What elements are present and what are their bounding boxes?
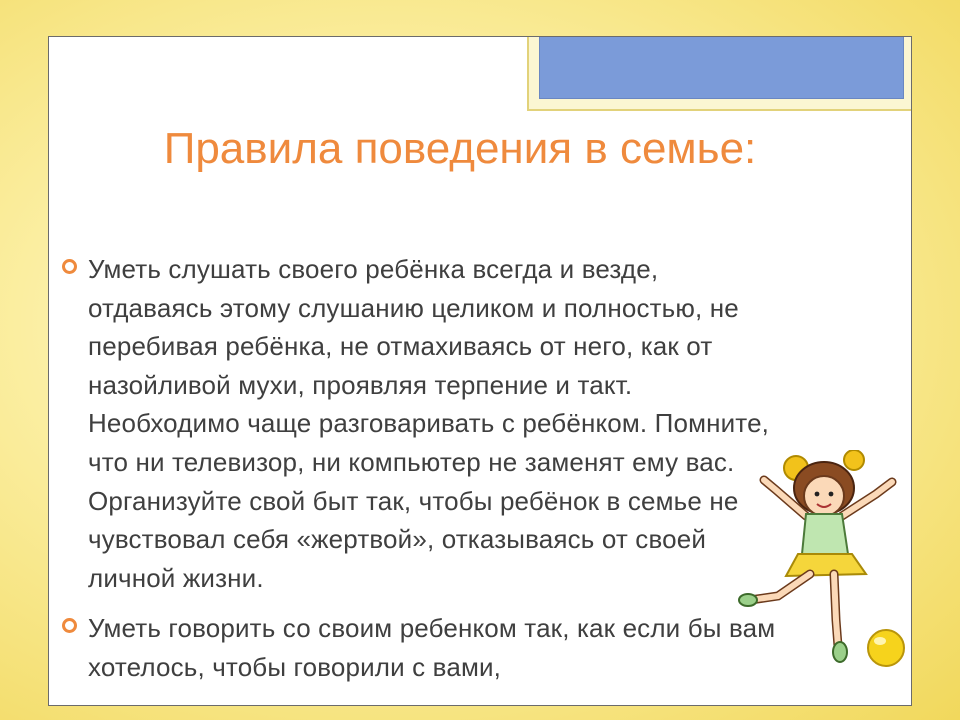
slide-title: Правила поведения в семье:	[163, 124, 757, 173]
girl-with-ball-icon	[736, 450, 916, 675]
title-placeholder-box	[539, 36, 904, 99]
bullet-item	[62, 609, 782, 686]
bullet-circle-icon	[62, 618, 77, 633]
bullet-text: Уметь слушать своего ребёнка всегда и везде, отдаваясь этому слушанию целиком и полностью, не перебивая ребёнка, не отмахиваясь от него, как от назойливой мухи, проявляя терпение и такт. Необходимо чаще разговаривать с ребёнком. Помните, что ни телевизор, ни компьютер не заменят ему вас. Организуйте свой быт так, чтобы ребёнок в семье не чувствовал себя «жертвой», отказываясь от своей личной жизни.	[88, 254, 770, 593]
bullet-circle-icon	[62, 259, 77, 274]
title-placeholder-frame	[527, 36, 912, 111]
bullet-text: Уметь говорить со своим ребенком так, как если бы вам хотелось, чтобы говорили с вами,	[88, 613, 776, 682]
bullet-item	[62, 250, 782, 597]
bullet-list	[62, 250, 782, 699]
